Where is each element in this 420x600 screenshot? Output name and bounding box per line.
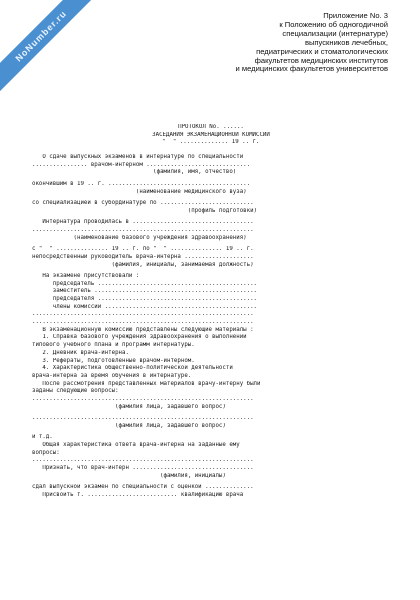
form-line: Признать, что врач-интерн ................................... bbox=[32, 465, 254, 472]
form-line: 3. Рефераты, подготовленные врачом-интерном. bbox=[32, 357, 195, 364]
form-line: сдал выпускной экзамен по специальности с оценкой .............. bbox=[32, 484, 254, 491]
header-line: выпускников лечебных, bbox=[304, 37, 388, 47]
header-line: Приложение No. 3 bbox=[323, 11, 388, 20]
protocol-body bbox=[32, 124, 390, 500]
form-line: Интернатура проводилась в ................................... bbox=[32, 219, 254, 226]
form-line: (фамилия, имя, отчество) bbox=[32, 169, 237, 176]
form-line: со специализацией в субординатуре по ........................... bbox=[32, 200, 254, 207]
protocol-date: " " .............. 19 .. г. bbox=[162, 139, 260, 146]
header-line: педиатрических и стоматологических bbox=[256, 46, 388, 56]
header-line: факультетов медицинских институтов bbox=[254, 55, 388, 65]
watermark-text: NoNumber.ru bbox=[13, 8, 69, 64]
form-line: После рассмотрения представленных материалов врачу-интерну были bbox=[32, 380, 261, 387]
form-line: и т.д. bbox=[32, 434, 53, 441]
form-line: члены комиссии ............................................ bbox=[32, 303, 258, 310]
form-line: непосредственный руководитель врача-интерна .................... bbox=[32, 253, 254, 260]
form-line: с " " ............... 19 .. г. по " " ............... 19 .. г. bbox=[32, 246, 254, 253]
form-line: ................ врачом-интерном .............................. bbox=[32, 161, 251, 168]
form-line: ................................................................ bbox=[32, 395, 254, 402]
protocol-lines bbox=[32, 154, 390, 500]
watermark-banner bbox=[0, 0, 101, 96]
form-line: ................................................................ bbox=[32, 226, 254, 233]
form-line: председателя .............................................. bbox=[32, 296, 258, 303]
form-line: заместитель ............................................... bbox=[32, 288, 258, 295]
form-line: окончившим в 19 .. г. ......................................... bbox=[32, 180, 251, 187]
form-line: О сдаче выпускных экзаменов в интернатуре по специальности bbox=[32, 154, 244, 161]
appendix-header bbox=[188, 12, 388, 74]
form-line: ................................................................ bbox=[32, 457, 254, 464]
form-line: Общая характеристика ответа врача-интерна на заданные ему bbox=[32, 442, 240, 449]
header-line: специализации (интернатуре) bbox=[282, 28, 388, 38]
form-line: (фамилия лица, задавшего вопрос) bbox=[32, 422, 226, 429]
form-line: 1. Справка базового учреждения здравоохранения о выполнении bbox=[32, 334, 247, 341]
header-line: к Положению об одногодичной bbox=[279, 19, 388, 29]
form-line: врача-интерна за время обучения в интернатуре. bbox=[32, 372, 192, 379]
form-line: ................................................................ bbox=[32, 311, 254, 318]
form-line: вопросы: bbox=[32, 449, 60, 456]
form-line: ................................................................ bbox=[32, 415, 254, 422]
form-line: (фамилия, инициалы, занимаемая должность) bbox=[32, 261, 254, 268]
form-line: Присвоить т. .......................... квалификацию врача bbox=[32, 491, 244, 498]
form-line: На экзамене присутствовали : bbox=[32, 272, 140, 279]
form-line: (фамилия лица, задавшего вопрос) bbox=[32, 403, 226, 410]
form-line: (наименование медицинского вуза) bbox=[32, 188, 247, 195]
form-line: председатель .............................................. bbox=[32, 280, 258, 287]
form-line: 2. Дневник врача-интерна. bbox=[32, 349, 129, 356]
protocol-title: ПРОТОКОЛ No. ...... bbox=[178, 124, 244, 130]
form-line: (профиль подготовки) bbox=[32, 207, 258, 214]
form-line: 4. Характеристика общественно-политической деятельности bbox=[32, 365, 233, 372]
form-line: заданы следующие вопросы: bbox=[32, 388, 119, 395]
header-line: и медицинских факультетов университетов bbox=[235, 64, 388, 74]
form-line: (наименование базового учреждения здравоохранения) bbox=[32, 234, 247, 241]
form-line: В экзаменационную комиссию представлены следующие материалы : bbox=[32, 326, 254, 333]
form-line: (фамилия, инициалы) bbox=[32, 472, 226, 479]
protocol-subtitle: ЗАСЕДАНИЯ ЭКЗАМЕНАЦИОННОЙ КОМИССИИ bbox=[152, 131, 270, 138]
form-line: ................................................................ bbox=[32, 319, 254, 326]
form-line: типового учебного плана и программ интернатуры. bbox=[32, 342, 195, 349]
